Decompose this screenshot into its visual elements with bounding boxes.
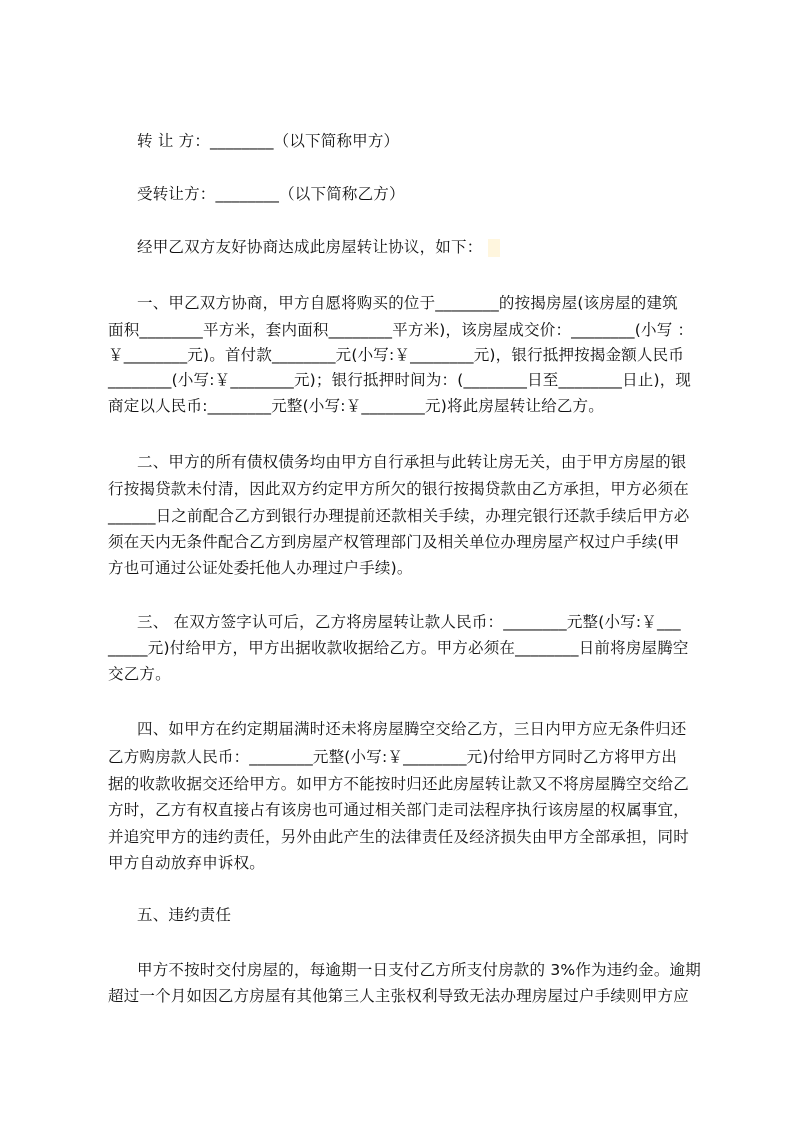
section2-line-2: 行按揭贷款未付清，因此双方约定甲方所欠的银行按揭贷款由乙方承担，甲方必须在 <box>108 480 689 498</box>
highlight-mark <box>488 239 500 257</box>
section1-line-1: 一、甲乙双方协商，甲方自愿将购买的位于________的按揭房屋(该房屋的建筑 <box>137 294 678 312</box>
section4-line-2: 乙方购房款人民币：________元整(小写:￥________元)付给甲方同时乙方将甲方出 <box>108 748 678 766</box>
section4-line-3: 据的收款收据交还给甲方。如甲方不能按时归还此房屋转让款又不将房屋腾空交给乙 <box>108 775 689 793</box>
section2-line-5: 方也可通过公证处委托他人办理过户手续)。 <box>108 559 413 577</box>
section1-line-4: ________(小写:￥________元)；银行抵押时间为：(________日至________日止)，现 <box>108 371 692 389</box>
intro-text: 经甲乙双方友好协商达成此房屋转让协议，如下： <box>137 238 483 256</box>
section5-heading: 五、违约责任 <box>137 906 232 924</box>
section1-line-2: 面积________平方米，套内面积________平方米)，该房屋成交价：________(小写 ： <box>108 321 694 339</box>
section2-line-1: 二、甲方的所有债权债务均由甲方自行承担与此转让房无关，由于甲方房屋的银 <box>137 453 687 471</box>
section2-line-3: ______日之前配合乙方到银行办理提前还款相关手续，办理完银行还款手续后甲方必 <box>108 507 690 525</box>
section2-line-4: 须在天内无条件配合乙方到房屋产权管理部门及相关单位办理房屋产权过户手续(甲 <box>108 533 680 551</box>
transferee-line: 受转让方：________（以下简称乙方） <box>137 185 405 203</box>
transferor-line: 转 让 方：________（以下简称甲方） <box>137 132 400 150</box>
section4-line-5: 并追究甲方的违约责任，另外由此产生的法律责任及经济损失由甲方全部承担，同时 <box>108 828 689 846</box>
section3-line-3: 交乙方。 <box>108 665 171 683</box>
section1-line-3: ￥________元)。首付款________元(小写:￥________元)，银行抵押按揭金额人民币 <box>108 346 685 364</box>
section3-line-1: 三、 在双方签字认可后，乙方将房屋转让款人民币：________元整(小写:￥___ <box>137 613 681 631</box>
section4-line-1: 四、如甲方在约定期届满时还未将房屋腾空交给乙方，三日内甲方应无条件归还 <box>137 720 687 738</box>
section4-line-6: 甲方自动放弃申诉权。 <box>108 854 266 872</box>
section5-line-2: 超过一个月如因乙方房屋有其他第三人主张权利导致无法办理房屋过户手续则甲方应 <box>108 987 689 1005</box>
section4-line-4: 方时，乙方有权直接占有该房也可通过相关部门走司法程序执行该房屋的权属事宜， <box>108 801 689 819</box>
intro-line <box>137 237 500 257</box>
section3-line-2: _____元)付给甲方，甲方出据收款收据给乙方。甲方必须在________日前将房屋腾空 <box>108 639 689 657</box>
section1-line-5: 商定以人民币:________元整(小写:￥________元)将此房屋转让给乙方。 <box>108 397 604 415</box>
section5-line-1: 甲方不按时交付房屋的，每逾期一日支付乙方所支付房款的 3%作为违约金。逾期 <box>137 961 701 979</box>
